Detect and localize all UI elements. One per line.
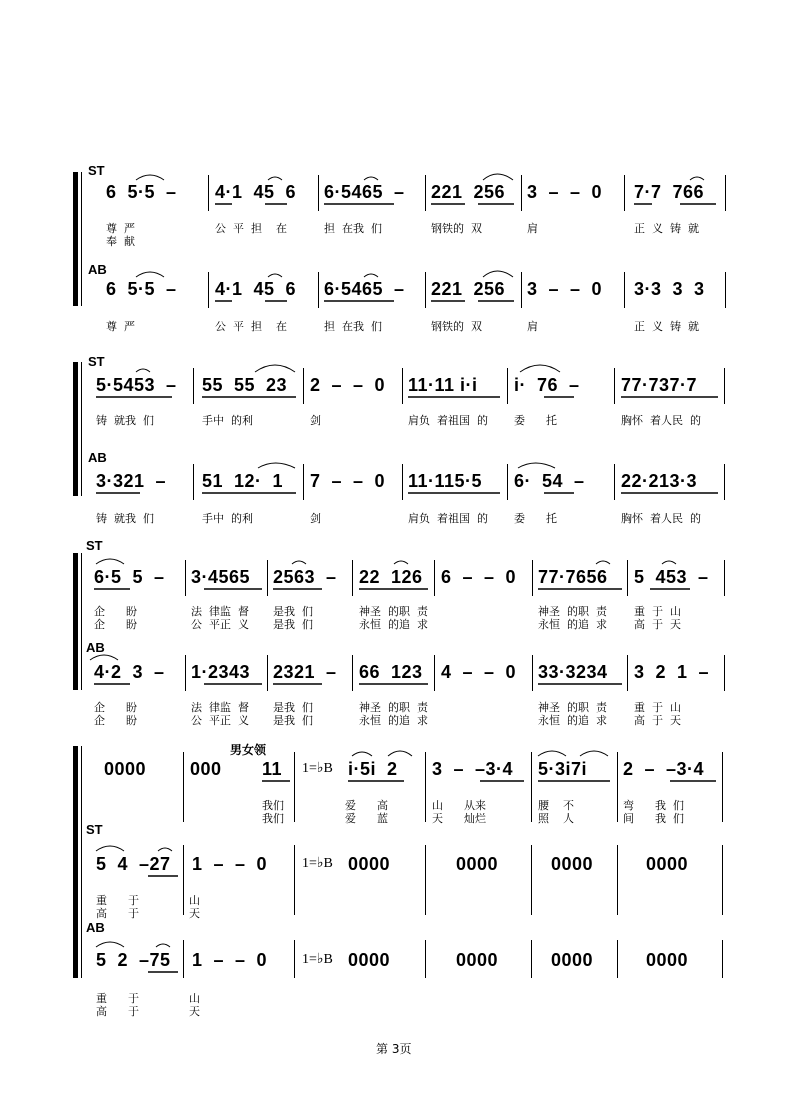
st-measure-1: 6·5 5 – [94, 567, 165, 587]
st-lyric: 公 平正 义 [191, 618, 249, 631]
st-measure-4: 11·11 i·i [408, 375, 478, 395]
part-label-ab: AB [86, 640, 105, 655]
lead-voice-label: 男女领 [230, 743, 267, 757]
ab-measure-4: 66 123 [359, 662, 423, 682]
ab-lyric: 担 在我 们 [324, 320, 382, 333]
st-lyric: 剑 [310, 414, 321, 427]
part-label-ab: AB [88, 262, 107, 277]
st-measure-5: 6 – – 0 [441, 567, 517, 587]
ab-measure-3: 2321 – [273, 662, 337, 682]
ab-measure-6: 22·213·3 [621, 471, 698, 491]
ab-lyric: 铸 就我 们 [96, 512, 154, 525]
st-measure-2: 3·4565 [191, 567, 251, 587]
ab-measure-6: 3·3 3 3 [634, 279, 705, 299]
st-lyric: 重 于 山 [634, 605, 681, 618]
ab-lyric: 胸怀 着人民 的 [621, 512, 701, 525]
st-lyric: 铸 就我 们 [96, 414, 154, 427]
lead-lyric: 天 灿烂 [432, 812, 486, 825]
ab-lyric: 正 义 铸 就 [634, 320, 699, 333]
st-lyric: 尊 严 [106, 222, 135, 235]
lead-measure-5: 5·3i7i [538, 759, 588, 779]
st-lyric: 企 盼 [94, 618, 137, 631]
st-measure-3: 0000 [348, 854, 391, 874]
st-measure-1: 6 5·5 – [106, 182, 177, 202]
ab-measure-2: 1·2343 [191, 662, 251, 682]
lead-measure-2: 000 [190, 759, 222, 779]
ab-measure-3: 0000 [348, 950, 391, 970]
st-lyric: 神圣 的职 责 [359, 605, 428, 618]
ab-lyric: 重 于 山 [634, 701, 681, 714]
ab-measure-1: 3·321 – [96, 471, 167, 491]
st-lyric: 永恒 的追 求 [359, 618, 428, 631]
lead-pickup: 11 [262, 759, 283, 779]
st-measure-4: 0000 [456, 854, 499, 874]
st-lyric: 是我 们 [273, 605, 313, 618]
st-measure-5: 3 – – 0 [527, 182, 603, 202]
lead-lyric: 爱 高 [345, 799, 388, 812]
st-lyric: 法 律监 督 [191, 605, 249, 618]
ab-lyric: 神圣 的职 责 [538, 701, 607, 714]
ab-lyric: 高 于 天 [634, 714, 681, 727]
ab-measure-6: 33·3234 [538, 662, 608, 682]
st-lyric: 神圣 的职 责 [538, 605, 607, 618]
ab-lyric: 重 于 [96, 992, 139, 1005]
ab-lyric: 钢铁的 双 [431, 320, 482, 333]
st-lyric: 企 盼 [94, 605, 137, 618]
page-number: 第 3页 [376, 1042, 412, 1056]
ab-lyric: 委 托 [514, 512, 557, 525]
st-measure-6: 77·7656 [538, 567, 608, 587]
st-lyric: 钢铁的 双 [431, 222, 482, 235]
st-measure-6: 0000 [646, 854, 689, 874]
part-label-st: ST [88, 354, 105, 369]
ab-measure-1: 4·2 3 – [94, 662, 165, 682]
ab-measure-1: 5 2 –75 [96, 950, 171, 970]
lead-lyric: 山 从来 [432, 799, 486, 812]
ab-measure-3: 7 – – 0 [310, 471, 386, 491]
st-measure-2: 1 – – 0 [192, 854, 268, 874]
lead-lyric: 爱 蓝 [345, 812, 388, 825]
st-measure-5: 0000 [551, 854, 594, 874]
st-lyric: 手中 的利 [202, 414, 253, 427]
ab-lyric: 肩 [527, 320, 538, 333]
ab-lyric: 企 盼 [94, 701, 137, 714]
ab-lyric: 企 盼 [94, 714, 137, 727]
st-lyric: 山 [189, 894, 200, 907]
key-signature: 1=♭B [302, 761, 333, 776]
ab-measure-5: 4 – – 0 [441, 662, 517, 682]
st-lyric: 肩 [527, 222, 538, 235]
ab-lyric: 剑 [310, 512, 321, 525]
st-measure-4: 22 126 [359, 567, 423, 587]
ab-measure-4: 221 256 [431, 279, 506, 299]
ab-measure-4: 11·115·5 [408, 471, 483, 491]
st-measure-1: 5·5453 – [96, 375, 177, 395]
ab-measure-5: 0000 [551, 950, 594, 970]
st-measure-6: 7·7 766 [634, 182, 705, 202]
ab-lyric: 手中 的利 [202, 512, 253, 525]
st-measure-7: 5 453 – [634, 567, 709, 587]
part-label-st: ST [86, 538, 103, 553]
lead-lyric: 照 人 [538, 812, 574, 825]
ab-measure-2: 51 12· 1 [202, 471, 284, 491]
ab-lyric: 肩负 着祖国 的 [408, 512, 488, 525]
lead-lyric: 间 我 们 [623, 812, 684, 825]
st-lyric: 高 于 天 [634, 618, 681, 631]
ab-measure-7: 3 2 1 – [634, 662, 710, 682]
st-measure-5: i· 76 – [514, 375, 580, 395]
part-label-ab: AB [88, 450, 107, 465]
ab-measure-2: 1 – – 0 [192, 950, 268, 970]
ab-measure-3: 6·5465 – [324, 279, 405, 299]
ab-lyric: 永恒 的追 求 [359, 714, 428, 727]
ab-lyric: 尊 严 [106, 320, 135, 333]
st-lyric: 正 义 铸 就 [634, 222, 699, 235]
st-measure-2: 4·1 45 6 [215, 182, 297, 202]
st-lyric: 高 于 [96, 907, 139, 920]
ab-measure-6: 0000 [646, 950, 689, 970]
ab-lyric: 高 于 [96, 1005, 139, 1018]
st-lyric: 是我 们 [273, 618, 313, 631]
st-lyric: 天 [189, 907, 200, 920]
ab-lyric: 是我 们 [273, 714, 313, 727]
st-lyric: 公 平 担 在 [215, 222, 287, 235]
ab-lyric: 法 律监 督 [191, 701, 249, 714]
ab-lyric: 永恒 的追 求 [538, 714, 607, 727]
st-measure-1: 5 4 –27 [96, 854, 171, 874]
ab-lyric: 神圣 的职 责 [359, 701, 428, 714]
key-signature: 1=♭B [302, 952, 333, 967]
st-measure-3: 2 – – 0 [310, 375, 386, 395]
st-lyric: 永恒 的追 求 [538, 618, 607, 631]
st-lyric: 重 于 [96, 894, 139, 907]
lead-measure-1: 0000 [104, 759, 147, 779]
lead-lyric: 我们 [262, 799, 284, 812]
key-signature: 1=♭B [302, 856, 333, 871]
lead-measure-4: 3 – –3·4 [432, 759, 514, 779]
ab-measure-5: 6· 54 – [514, 471, 585, 491]
st-lyric: 担 在我 们 [324, 222, 382, 235]
part-label-st: ST [88, 163, 105, 178]
st-lyric: 胸怀 着人民 的 [621, 414, 701, 427]
ab-measure-2: 4·1 45 6 [215, 279, 297, 299]
st-measure-2: 55 55 23 [202, 375, 288, 395]
ab-measure-1: 6 5·5 – [106, 279, 177, 299]
st-lyric: 奉 献 [106, 235, 135, 248]
ab-lyric: 天 [189, 1005, 200, 1018]
lead-lyric: 我们 [262, 812, 284, 825]
lead-lyric: 腰 不 [538, 799, 574, 812]
lead-measure-6: 2 – –3·4 [623, 759, 705, 779]
ab-lyric: 山 [189, 992, 200, 1005]
lead-lyric: 弯 我 们 [623, 799, 684, 812]
ab-lyric: 是我 们 [273, 701, 313, 714]
st-measure-3: 6·5465 – [324, 182, 405, 202]
st-measure-6: 77·737·7 [621, 375, 698, 395]
part-label-ab: AB [86, 920, 105, 935]
lead-measure-3: i·5i 2 [348, 759, 398, 779]
st-lyric: 委 托 [514, 414, 557, 427]
ab-measure-4: 0000 [456, 950, 499, 970]
st-lyric: 肩负 着祖国 的 [408, 414, 488, 427]
ab-measure-5: 3 – – 0 [527, 279, 603, 299]
part-label-st: ST [86, 822, 103, 837]
st-measure-4: 221 256 [431, 182, 506, 202]
ab-lyric: 公 平 担 在 [215, 320, 287, 333]
st-measure-3: 2563 – [273, 567, 337, 587]
ab-lyric: 公 平正 义 [191, 714, 249, 727]
